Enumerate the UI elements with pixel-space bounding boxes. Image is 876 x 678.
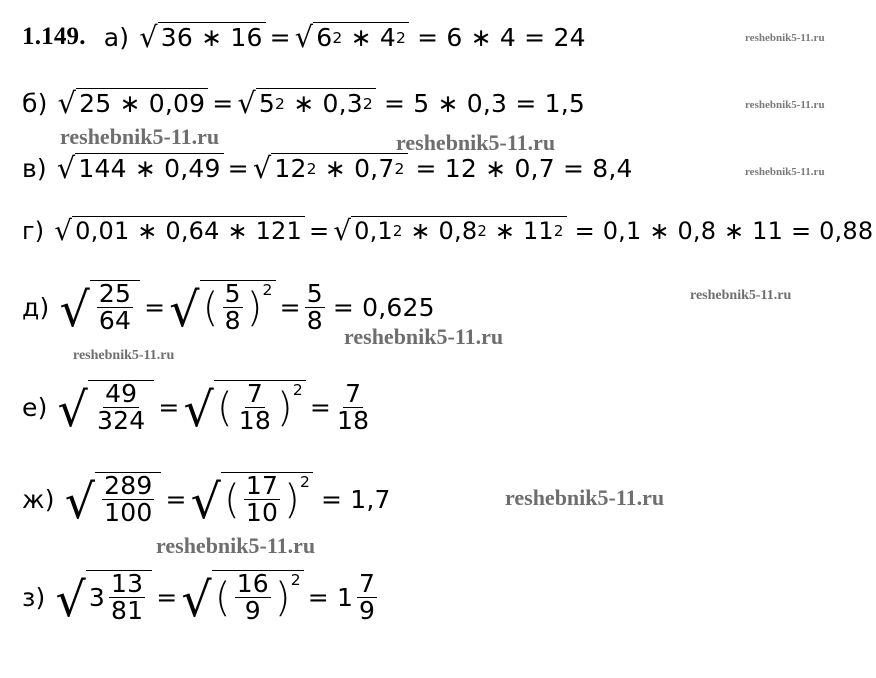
- sqrt-term: √ ( $\frac{7}{18}$ ) $^2$: [184, 380, 306, 435]
- watermark: reshebnik5-11.ru: [344, 324, 504, 349]
- equation-g: г) √ 0,01 ∗ 0,64 ∗ 121 = √ 0,1 2 ∗ 0,8 2 ∗ 11 2 = 0,1 ∗ 0,8 ∗ 11 = 0,88: [22, 214, 874, 248]
- watermark: reshebnik5-11.ru: [745, 32, 825, 44]
- watermark: reshebnik5-11.ru: [745, 166, 825, 178]
- equation-v: в) √ 144 ∗ 0,49 = √ 12 2 ∗ 0,7 2 = 12 ∗ 0,7 = 8,4: [22, 151, 633, 186]
- fraction: $\frac{289}{100}$: [104, 471, 153, 528]
- item-label: з): [22, 582, 46, 612]
- item-label: в): [22, 153, 47, 183]
- watermark: reshebnik5-11.ru: [745, 99, 825, 111]
- equation-b: б) √ 25 ∗ 0,09 = √ 5 2 ∗ 0,3 2 = 5 ∗ 0,3 = 1,5: [22, 86, 585, 121]
- sqrt-term: √ 0,1 2 ∗ 0,8 2 ∗ 11 2: [333, 216, 566, 245]
- item-label: г): [22, 216, 45, 245]
- equation-zh: ж) √ $\frac{289}{100}$ = √ ( $\frac{17}{10}$ ) $^2$ = 1,7: [22, 471, 391, 530]
- watermark: reshebnik5-11.ru: [505, 485, 665, 510]
- item-label: е): [22, 392, 48, 422]
- watermark: reshebnik5-11.ru: [60, 124, 220, 149]
- problem-number: 1.149.: [22, 23, 86, 50]
- sqrt-term: √ 0,01 ∗ 0,64 ∗ 121: [54, 216, 305, 245]
- sqrt-term: √ 36 ∗ 16: [139, 22, 265, 52]
- watermark: reshebnik5-11.ru: [73, 348, 175, 363]
- sqrt-term: √ 6 2 ∗ 4 2: [295, 22, 409, 52]
- sqrt-term: √ ( $\frac{5}{8}$ ) $^2$: [169, 280, 275, 335]
- equation-a: 1.149. а) √ 36 ∗ 16 = √ 6 2 ∗ 4 2 = 6 ∗ 4 = 24: [22, 20, 586, 55]
- sqrt-term: √ $\frac{49}{324}$: [58, 380, 155, 435]
- equation-z: з) √ 3 $\frac{13}{81}$ = √ ( $\frac{16}{9}$ ) $^2$ = 1 $\frac{7}{9}$: [22, 568, 376, 628]
- sqrt-term: √ 12 2 ∗ 0,7 2: [253, 153, 408, 183]
- equation-e: е) √ $\frac{49}{324}$ = √ ( $\frac{7}{18}$ ) $^2$ = $\frac{7}{18}$: [22, 378, 370, 438]
- fraction: $\frac{16}{9}$: [236, 569, 269, 626]
- sqrt-term: √ ( $\frac{16}{9}$ ) $^2$: [181, 570, 303, 625]
- fraction: $\frac{5}{8}$: [224, 279, 241, 336]
- item-label: д): [22, 292, 50, 322]
- sqrt-term: √ ( $\frac{17}{10}$ ) $^2$: [191, 472, 313, 527]
- watermark: reshebnik5-11.ru: [690, 288, 792, 303]
- sqrt-term: √ $\frac{25}{64}$: [59, 280, 140, 335]
- sqrt-term: √ 5 2 ∗ 0,3 2: [237, 88, 376, 118]
- sqrt-term: √ $\frac{289}{100}$: [65, 472, 162, 527]
- sqrt-term: √ 144 ∗ 0,49: [57, 153, 224, 183]
- fraction: $\frac{7}{18}$: [337, 378, 370, 435]
- sqrt-term: √ 25 ∗ 0,09: [58, 88, 209, 118]
- fraction: $\frac{25}{64}$: [98, 279, 132, 336]
- fraction: $\frac{17}{10}$: [245, 471, 279, 528]
- watermark: reshebnik5-11.ru: [396, 130, 556, 155]
- item-label: а): [103, 22, 130, 52]
- fraction: $\frac{5}{8}$: [306, 278, 323, 335]
- fraction: $\frac{13}{81}$: [111, 569, 144, 626]
- watermark: reshebnik5-11.ru: [156, 533, 316, 558]
- fraction: $\frac{7}{9}$: [359, 568, 376, 625]
- equation-d: д) √ $\frac{25}{64}$ = √ ( $\frac{5}{8}$ ) $^2$ = $\frac{5}{8}$ = 0,625: [22, 278, 435, 338]
- item-label: ж): [22, 484, 55, 514]
- item-label: б): [22, 88, 48, 118]
- fraction: $\frac{7}{18}$: [238, 379, 271, 436]
- sqrt-term: √ 3 $\frac{13}{81}$: [55, 570, 152, 625]
- fraction: $\frac{49}{324}$: [97, 379, 146, 436]
